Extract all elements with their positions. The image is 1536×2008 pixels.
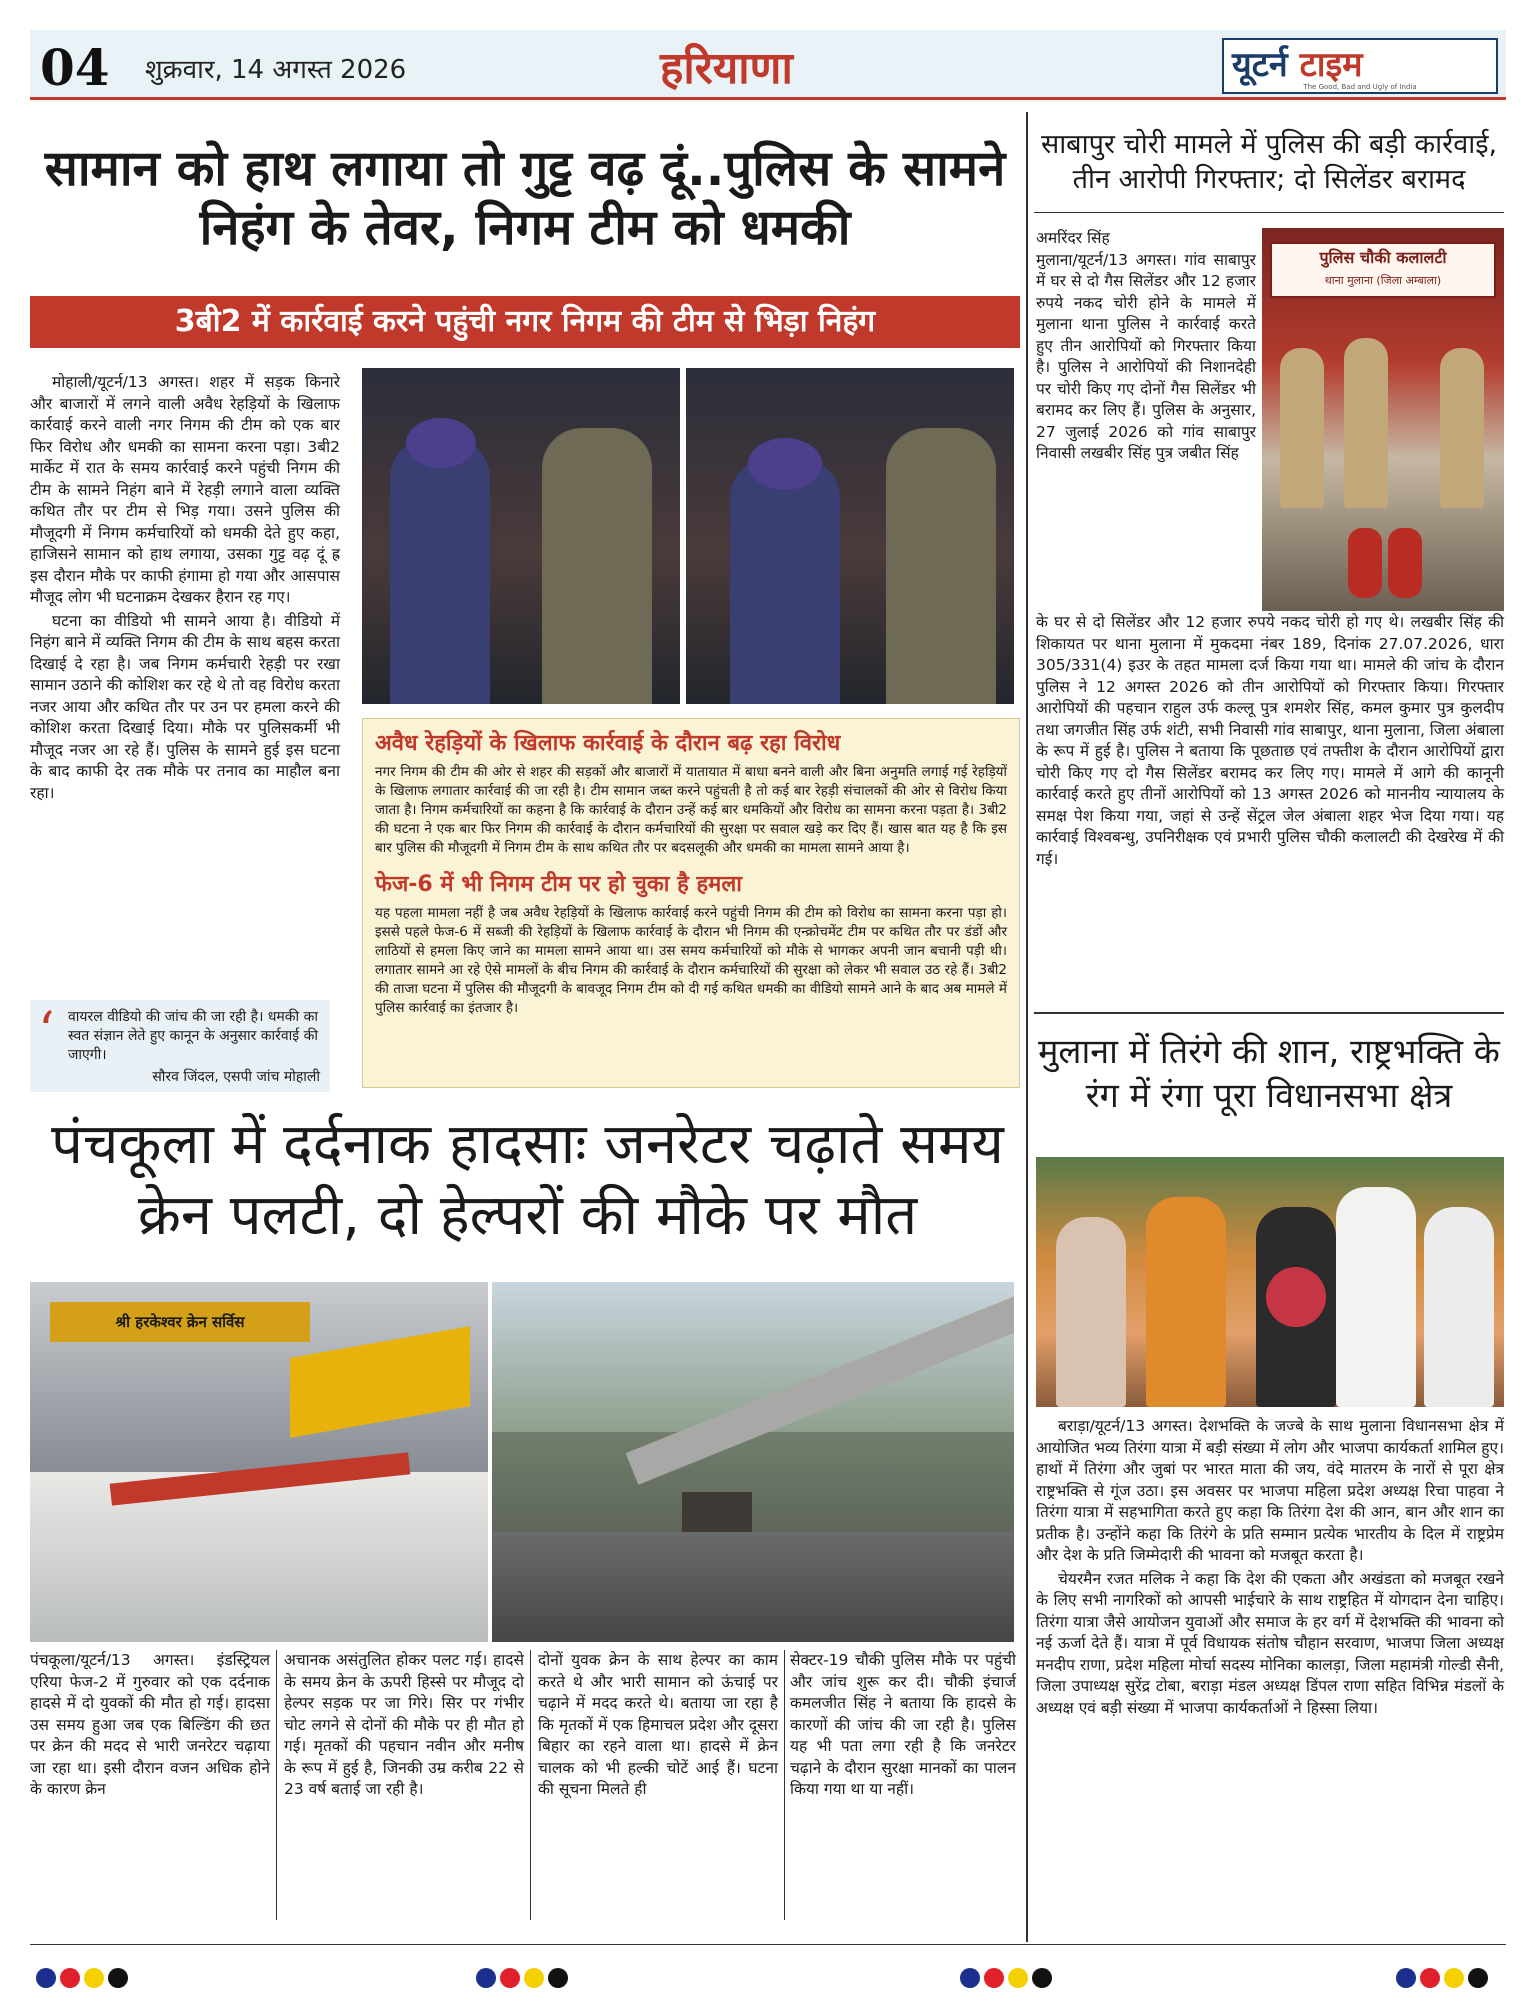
reg-dot-black: [1032, 1968, 1052, 1988]
sp-quote: [30, 1000, 330, 1092]
quote-author: सौरव जिंदल, एसपी जांच मोहाली: [152, 1069, 320, 1085]
newspaper-logo: [1222, 38, 1498, 94]
photo-figure: [542, 428, 652, 704]
quote-text: वायरल वीडियो की जांच की जा रही है। धमकी का स्वत संज्ञान लेते हुए कानून के अनुसार कार्रवाई की जाएगी।: [68, 1009, 319, 1063]
photo-figure: [886, 428, 996, 704]
nihang-photo-1: [362, 368, 680, 704]
section-title: हरियाणा: [660, 43, 793, 94]
photo-figure: [1344, 338, 1388, 508]
photo-figure: [390, 438, 490, 704]
crane-column-2: अचानक असंतुलित होकर पलट गई। हादसे के समय क्रेन के ऊपरी हिस्से पर मौजूद दो हेल्पर सड़क पर जा गिरे। सिर पर गंभीर चोट लगने से दोनों की मौके पर ही मौत हो गई। मृतकों की पहचान नवीन और मनीष के रूप में हुई है, जिनकी उम्र करीब 22 से 23 वर्ष बताई जा रही है।: [284, 1651, 524, 1798]
reg-dot-blue: [960, 1968, 980, 1988]
reg-dot-black: [1468, 1968, 1488, 1988]
tiranga-paragraph: चेयरमैन रजत मलिक ने कहा कि देश की एकता और अखंडता को मजबूत रखने के लिए सभी नागरिकों को आपसी भाईचारे के साथ राष्ट्रहित में योगदान देना चाहिए। तिरंगा यात्रा जैसे आयोजन युवाओं और समाज के हर वर्ग में देशभक्ति की भावना को नई ऊर्जा देते हैं। यात्रा में पूर्व विधायक संतोष चौहान सरवाण, भाजपा जिला अध्यक्ष मनदीप राणा, प्रदेश महिला मोर्चा सदस्य मोनिका कालड़ा, जिला महामंत्री गोल्डी सैनी, जिला उपाध्यक्ष सुरेंद्र टोबा, बराड़ा मंडल अध्यक्ष डिंपल राणा सहित विभिन्न मंडलों के अध्यक्ष एवं बड़ी संख्या में भाजपा कार्यकर्ताओं ने हिस्सा लिया।: [1036, 1569, 1504, 1717]
photo-figure: [1056, 1217, 1126, 1407]
reg-dot-blue: [36, 1968, 56, 1988]
crane-column-4: सेक्टर-19 चौकी पुलिस मौके पर पहुंची और जांच शुरू कर दी। चौकी इंचार्ज कमलजीत सिंह ने बताया कि हादसे के कारणों की जांच की जा रही है। पुलिस यह भी पता लगा रही है कि जनरेटर चढ़ाने के दौरान सुरक्षा मानकों का पालन किया गया था या नहीं।: [790, 1651, 1016, 1798]
byline: अमरिंदर सिंह: [1036, 229, 1110, 247]
registration-dots-center-left: [476, 1968, 568, 1988]
reg-dot-red: [1420, 1968, 1440, 1988]
photo-figure: [730, 458, 840, 704]
reg-dot-blue: [1396, 1968, 1416, 1988]
police-post-sign: [1270, 242, 1496, 298]
gas-cylinder: [1388, 528, 1422, 598]
photo-figure: [1280, 348, 1324, 508]
nihang-photo-2: [686, 368, 1014, 704]
column-divider: [784, 1650, 785, 1920]
reg-dot-red: [500, 1968, 520, 1988]
divider: [1034, 1012, 1504, 1014]
crane-headline: पंचकूला में दर्दनाक हादसाः जनरेटर चढ़ाते समय क्रेन पलटी, दो हेल्परों की मौके पर मौत: [51, 1112, 1004, 1248]
generator-body: [30, 1472, 488, 1642]
reg-dot-yellow: [1008, 1968, 1028, 1988]
page-number: 04: [40, 38, 110, 97]
theft-headline: साबापुर चोरी मामले में पुलिस की बड़ी कार्रवाई, तीन आरोपी गिरफ्तार; दो सिलेंडर बरामद: [1040, 129, 1498, 195]
reg-dot-red: [60, 1968, 80, 1988]
registration-dots-left: [36, 1968, 128, 1988]
crane-sign: श्री हरकेश्वर क्रेन सर्विस: [50, 1302, 310, 1342]
tiranga-photo: [1036, 1157, 1504, 1407]
column-divider: [530, 1650, 531, 1920]
photo-figure: [1146, 1197, 1226, 1407]
registration-dots-center-right: [960, 1968, 1052, 1988]
road-surface: [492, 1532, 1014, 1642]
nihang-info-box: [362, 718, 1020, 1088]
column-divider: [276, 1650, 277, 1920]
sign-subtitle: थाना मुलाना (जिला अम्बाला): [1324, 274, 1442, 287]
photo-figure: [1440, 348, 1484, 508]
photo-figure: [1424, 1207, 1494, 1407]
logo-part1: यूटर्न: [1232, 45, 1288, 85]
nihang-subheadline: 3बी2 में कार्रवाई करने पहुंची नगर निगम की टीम से भिड़ा निहंग: [30, 296, 1020, 348]
logo-text: [1232, 40, 1363, 86]
photo-figure: [1336, 1187, 1416, 1407]
reg-dot-yellow: [84, 1968, 104, 1988]
tiranga-body: [1036, 1416, 1504, 1721]
divider: [1034, 212, 1504, 213]
column-divider: [1026, 112, 1028, 1942]
reg-dot-blue: [476, 1968, 496, 1988]
nihang-paragraph: मोहाली/यूटर्न/13 अगस्त। शहर में सड़क किनारे और बाजारों में लगने वाली अवैध रेहड़ियों के खिलाफ कार्रवाई करने वाली नगर निगम की टीम को एक बार फिर विरोध और धमकी का सामना करना पड़ा। 3बी2 मार्केट में रात के समय कार्रवाई करने पहुंची निगम की टीम के सामने निहंग बाने में रेहड़ी लगाने वाला व्यक्ति कथित तौर पर टीम से भिड़ गया। उसने पुलिस की मौजूदगी में निगम कर्मचारियों को धमकी देते हुए कहा, हाजिसने सामान को हाथ लगाया, उसका गुट्ट वढ़ दूं ह्र इस दौरान मौके पर काफी हंगामा हो गया और आसपास मौजूद लोग भी घटनाक्रम देखकर हैरान रह गए।: [30, 373, 340, 606]
box-text: नगर निगम की टीम की ओर से शहर की सड़कों और बाजारों में यातायात में बाधा बनने वाली और बिना अनुमति लगाई गई रेहड़ियों के खिलाफ लगातार कार्रवाई की जा रही है। टीम सामान जब्त करने पहुंचती है तो कई बार रेहड़ी संचालकों की ओर से विरोध किया जाता है। निगम कर्मचारियों का कहना है कि कार्रवाई के दौरान उन्हें कई बार धमकियों और विरोध का सामना करना पड़ता है। 3बी2 की घटना ने एक बार फिर निगम की कार्रवाई के दौरान कर्मचारियों की सुरक्षा पर सवाल खड़े कर दिए हैं। खास बात यह है कि इस बार पुलिस की मौजूदगी में निगम टीम के साथ कथित तौर पर बदसलूकी और धमकी का मामला सामने आया है।: [375, 764, 1007, 856]
page-date: शुक्रवार, 14 अगस्त 2026: [145, 55, 407, 85]
crane-photo-2: [492, 1282, 1014, 1642]
crane-column-3: दोनों युवक क्रेन के साथ हेल्पर का काम करते थे और भारी सामान को ऊंचाई पर चढ़ाने में मदद करते थे। बताया जा रहा है कि मृतकों में एक हिमाचल प्रदेश और दूसरा बिहार का रहने वाला था। हादसे में क्रेन चालक को भी हल्की चोटें आई हैं। घटना की सूचना मिलते ही: [538, 1651, 778, 1798]
crane-photo-1: [30, 1282, 488, 1642]
nihang-paragraph: घटना का वीडियो भी सामने आया है। वीडियो में निहंग बाने में व्यक्ति निगम की टीम के साथ बहस करता दिखाई दे रहा है। जब निगम कर्मचारी रेहड़ी पर रखा सामान उठाने की कोशिश कर रहे थे तो वह विरोध करता नजर आया और कथित तौर पर उन पर हमला करने की कोशिश करता दिखाई दिया। मौके पर पुलिसकर्मी भी मौजूद नजर आ रहे हैं। पुलिस के सामने हुई इस घटना के बाद काफी देर तक मौके पर तनाव का माहौल बना रहा।: [30, 611, 340, 802]
box-heading: अवैध रेहड़ियों के खिलाफ कार्रवाई के दौरान बढ़ रहा विरोध: [375, 731, 841, 756]
tiranga-paragraph: बराड़ा/यूटर्न/13 अगस्त। देशभक्ति के जज्बे के साथ मुलाना विधानसभा क्षेत्र में आयोजित भव्य तिरंगा यात्रा में बड़ी संख्या में लोग और भाजपा कार्यकर्ता शामिल हुए। हाथों में तिरंगा और जुबां पर भारत माता की जय, वंदे मातरम के नारों से पूरा क्षेत्र राष्ट्रभक्ति से गूंज उठा। इस अवसर पर भाजपा महिला प्रदेश अध्यक्ष रिचा पाहवा ने तिरंगा यात्रा में सहभागिता करते हुए कहा कि तिरंगा देश की आन, बान और शान का प्रतीक है। उन्होंने कहा कि तिरंगे के प्रति सम्मान प्रत्येक भारतीय के दिल में राष्ट्रप्रेम और देश के प्रति जिम्मेदारी की भावना को मजबूत करता है।: [1036, 1417, 1504, 1564]
sign-title: पुलिस चौकी कलालटी: [1319, 248, 1447, 267]
logo-part2: टाइम: [1299, 45, 1363, 85]
theft-body-narrow: [1036, 228, 1256, 465]
logo-tagline: The Good, Bad and Ugly of India: [1303, 83, 1417, 91]
photo-turban: [748, 438, 822, 490]
registration-dots-right: [1396, 1968, 1488, 1988]
bouquet: [1266, 1267, 1326, 1327]
quote-icon: ‘: [38, 1002, 55, 1062]
reg-dot-red: [984, 1968, 1004, 1988]
tiranga-headline: मुलाना में तिरंगे की शान, राष्ट्रभक्ति के रंग में रंगा पूरा विधानसभा क्षेत्र: [1038, 1032, 1500, 1117]
crane-arm: [290, 1326, 470, 1438]
nihang-body: [30, 372, 340, 806]
reg-dot-yellow: [524, 1968, 544, 1988]
police-photo: [1262, 228, 1504, 611]
gas-cylinder: [1348, 528, 1382, 598]
crane-column-1: पंचकूला/यूटर्न/13 अगस्त। इंडस्ट्रियल एरिया फेज-2 में गुरुवार को एक दर्दनाक हादसे में दो युवकों की मौत हो गई। हादसा उस समय हुआ जब एक बिल्डिंग की छत पर क्रेन की मदद से भारी जनरेटर चढ़ाया जा रहा था। इसी दौरान वजन अधिक होने के कारण क्रेन: [30, 1651, 270, 1798]
theft-text: मुलाना/यूटर्न/13 अगस्त। गांव साबापुर में घर से दो गैस सिलेंडर और 12 हजार रुपये नकद चोरी होने के मामले में मुलाना थाना पुलिस ने कार्रवाई करते हुए तीन आरोपियों को गिरफ्तार किया है। पुलिस ने आरोपियों की निशानदेही पर चोरी किए गए दोनों गैस सिलेंडर भी बरामद कर लिए हैं। पुलिस के अनुसार, 27 जुलाई 2026 को गांव साबापुर निवासी लखबीर सिंह पुत्र जबीत सिंह: [1036, 250, 1256, 462]
reg-dot-black: [548, 1968, 568, 1988]
reg-dot-black: [108, 1968, 128, 1988]
footer-rule: [30, 1944, 1506, 1945]
box-heading: फेज-6 में भी निगम टीम पर हो चुका है हमला: [375, 872, 742, 897]
theft-body-wide: के घर से दो सिलेंडर और 12 हजार रुपये नकद चोरी हो गए थे। लखबीर सिंह की शिकायत पर थाना मुलाना में मुकदमा नंबर 189, दिनांक 27.07.2026, धारा 305/331(4) इउर के तहत मामला दर्ज किया गया था। मामले की जांच के दौरान पुलिस ने 12 अगस्त 2026 को तीन आरोपियों को गिरफ्तार किया। गिरफ्तार आरोपियों की पहचान राहुल उर्फ कल्लू पुत्र शमशेर सिंह, कमल कुमार पुत्र कुलदीप तथा जगजीत सिंह उर्फ शंटी, सभी निवासी गांव साबापुर, थाना मुलाना, जिला अंबाला के रूप में हुई है। पुलिस ने बताया कि पूछताछ एवं तफ्तीश के दौरान आरोपियों द्वारा चोरी किए गए दो गैस सिलेंडर बरामद कर लिए गए। मामले में आगे की कानूनी कार्रवाई करते हुए तीनों आरोपियों को 13 अगस्त 2026 को माननीय न्यायालय के समक्ष पेश किया गया, जहां से उन्हें सेंट्रल जेल अंबाला शहर भेज दिया गया। यह कार्रवाई विश्वबन्धु, उपनिरीक्षक एवं प्रभारी पुलिस चौकी कलालटी की देखरेख में की गई।: [1036, 613, 1504, 868]
photo-turban: [406, 418, 476, 468]
nihang-headline: सामान को हाथ लगाया तो गुट्ट वढ़ दूं..पुलिस के सामने निहंग के तेवर, निगम टीम को धमकी: [44, 140, 1006, 256]
reg-dot-yellow: [1444, 1968, 1464, 1988]
box-text: यह पहला मामला नहीं है जब अवैध रेहड़ियों के खिलाफ कार्रवाई करने पहुंची निगम की टीम को विरोध का सामना करना पड़ा हो। इससे पहले फेज-6 में सब्जी की रेहड़ियों के खिलाफ कार्रवाई के दौरान भी निगम की एन्क्रोचमेंट टीम पर कथित तौर पर डंडों और लाठियों से हमला किए जाने का मामला सामने आया था। उस समय कर्मचारियों को मौके से भागकर अपनी जान बचानी पड़ी थी। लगातार सामने आ रहे ऐसे मामलों के बीच निगम की कार्रवाई के दौरान कर्मचारियों की सुरक्षा को लेकर भी सवाल उठ रहे हैं। 3बी2 की ताजा घटना में पुलिस की मौजूदगी के बावजूद निगम टीम को दी गई कथित धमकी का वीडियो सामने आने के बाद अब मामले में पुलिस कार्रवाई का इंतजार है।: [375, 905, 1007, 1016]
